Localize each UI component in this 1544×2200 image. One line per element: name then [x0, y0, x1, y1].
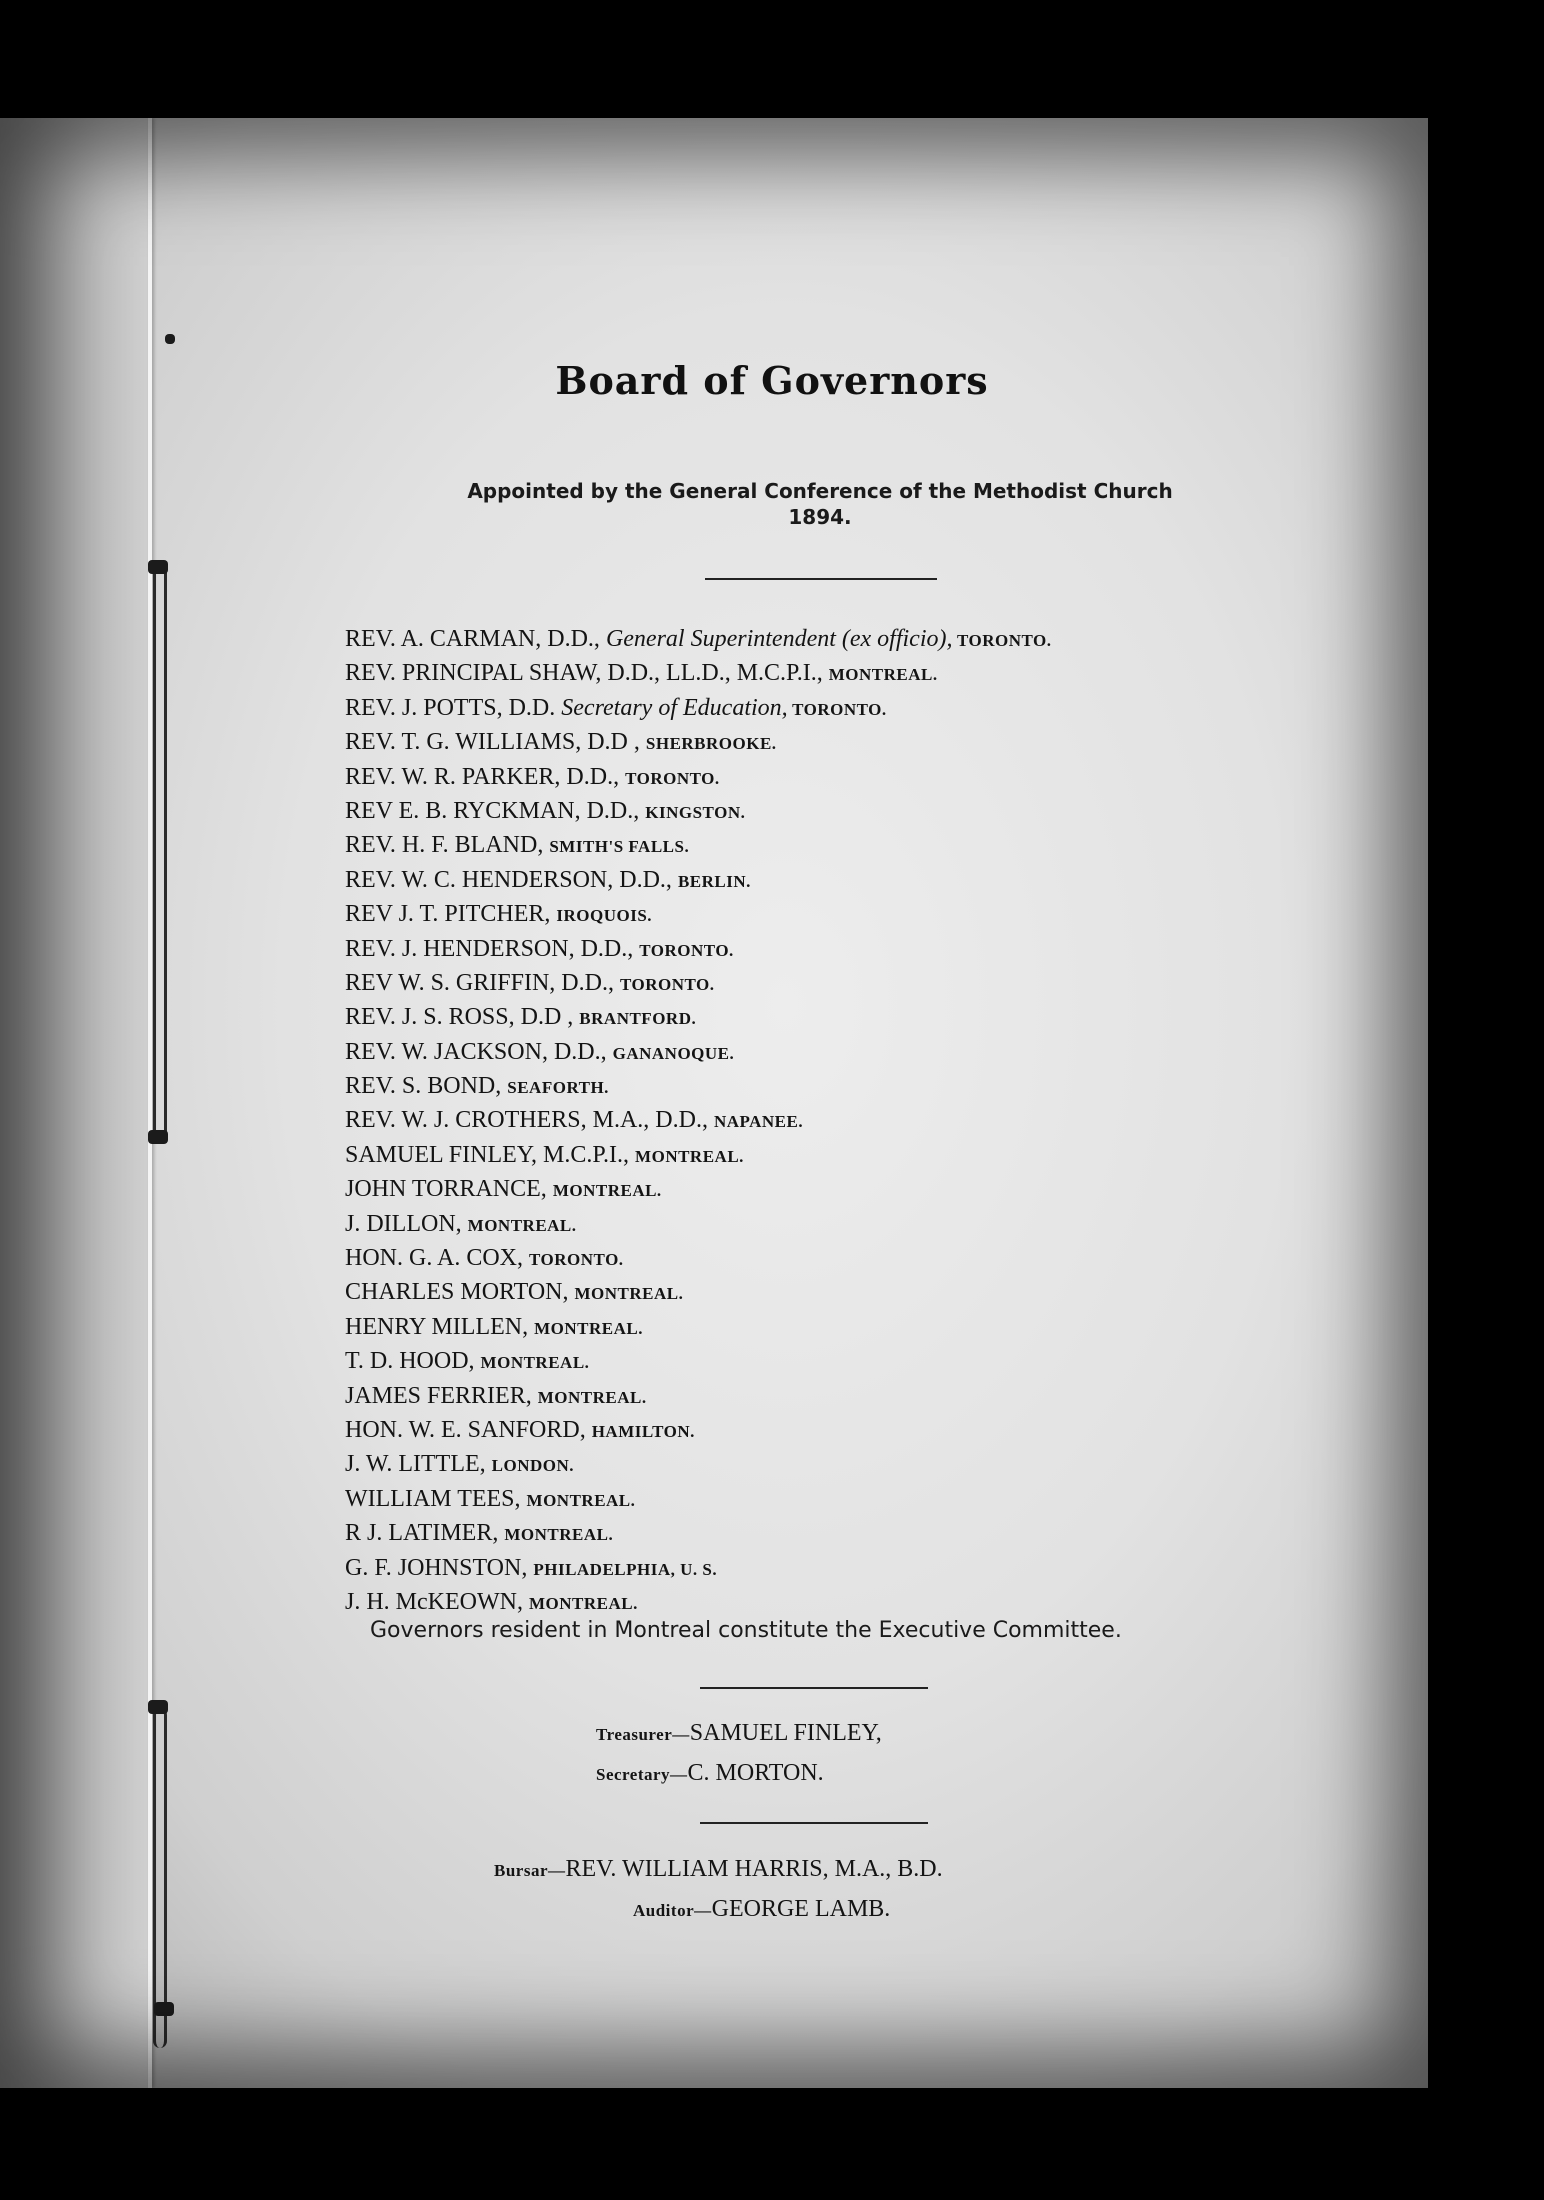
governor-place: MONTREAL. [828, 665, 938, 685]
governor-place: MONTREAL. [480, 1353, 590, 1373]
governor-place: HAMILTON. [591, 1421, 695, 1441]
treasurer-name: SAMUEL FINLEY, [689, 1720, 882, 1746]
governor-place: MONTREAL. [574, 1284, 684, 1304]
governor-place: TORONTO. [625, 768, 720, 788]
governor-entry [345, 622, 1051, 656]
governor-place: PHILADELPHIA, U. S. [533, 1559, 718, 1579]
governor-name: SAMUEL FINLEY, M.C.P.I., [345, 1141, 636, 1168]
governor-name: WILLIAM TEES, [345, 1485, 527, 1512]
stitch-knot [154, 2002, 174, 2016]
auditor-name: GEORGE LAMB. [711, 1896, 891, 1922]
auditor-role: Auditor— [633, 1901, 712, 1920]
governor-place: NAPANEE. [713, 1112, 804, 1132]
governor-entry [345, 1103, 1051, 1137]
governor-name: J. W. LITTLE, [345, 1451, 492, 1478]
governor-place: SHERBROOKE. [645, 734, 777, 754]
governor-entry [345, 1379, 1051, 1413]
governor-entry [345, 794, 1051, 828]
governor-name: G. F. JOHNSTON, [345, 1554, 534, 1581]
governor-name: HENRY MILLEN, [345, 1313, 535, 1340]
governor-name: REV. A. CARMAN, D.D., [345, 626, 606, 652]
binding-stitch-lower [153, 1708, 167, 2048]
governor-name: R J. LATIMER, [345, 1520, 505, 1547]
bursar-role: Bursar— [494, 1861, 566, 1880]
governor-entry [345, 1000, 1051, 1034]
secretary-name: C. MORTON. [687, 1760, 824, 1786]
governor-name: REV. J. S. ROSS, D.D , [345, 1004, 580, 1031]
governor-place: IROQUOIS. [556, 906, 653, 926]
governor-place: MONTREAL. [552, 1181, 662, 1201]
governor-entry [345, 1413, 1051, 1447]
governor-entry [345, 897, 1051, 931]
governor-place: MONTREAL. [537, 1387, 647, 1407]
governor-name: REV. J. POTTS, D.D. [345, 694, 562, 721]
appointment-line: Appointed by the General Conference of the Methodist Church [467, 479, 1173, 503]
governor-entry [345, 1069, 1051, 1103]
governor-name: REV. W. R. PARKER, D.D., [345, 763, 626, 790]
governor-name: REV. W. JACKSON, D.D., [345, 1038, 613, 1065]
page-fold [148, 118, 152, 2088]
governor-entry [345, 1241, 1051, 1275]
governor-name: REV E. B. RYCKMAN, D.D., [345, 797, 646, 824]
governor-entry [345, 1551, 1051, 1585]
governor-place: TORONTO. [787, 699, 887, 719]
governor-place: GANANOQUE. [612, 1043, 735, 1063]
governor-place: LONDON. [491, 1456, 575, 1476]
governor-name: REV. J. HENDERSON, D.D., [345, 935, 640, 962]
treasurer-role: Treasurer— [596, 1725, 690, 1744]
governor-name: REV. W. J. CROTHERS, M.A., D.D., [345, 1107, 714, 1134]
governor-entry [345, 1275, 1051, 1309]
secretary-role: Secretary— [596, 1765, 688, 1784]
governor-entry [345, 1138, 1051, 1172]
governor-place: SMITH'S FALLS. [549, 837, 690, 857]
governor-name: JAMES FERRIER, [345, 1382, 538, 1409]
governor-entry [345, 1447, 1051, 1481]
governor-place: BERLIN. [677, 871, 751, 891]
governor-place: TORONTO. [619, 974, 715, 994]
governor-place: TORONTO. [639, 940, 734, 960]
divider-rule [700, 1822, 928, 1824]
stitch-knot [148, 1700, 168, 1714]
governor-office: Secretary of Education, [561, 694, 788, 721]
governor-place: TORONTO. [529, 1250, 624, 1270]
governor-name: T. D. HOOD, [345, 1348, 481, 1375]
officers-treasurer-secretary [596, 1714, 882, 1794]
governor-place: SEAFORTH. [507, 1078, 609, 1098]
governor-name: JOHN TORRANCE, [345, 1176, 553, 1203]
governors-list [345, 622, 1051, 1619]
governor-place: MONTREAL. [534, 1318, 643, 1338]
governor-name: REV J. T. PITCHER, [345, 901, 557, 928]
appointment-note [430, 478, 1210, 530]
governor-place: MONTREAL. [526, 1490, 636, 1510]
governor-entry [345, 1482, 1051, 1516]
stitch-knot [148, 560, 168, 574]
governor-entry [345, 1207, 1051, 1241]
governor-name: J. DILLON, [345, 1210, 468, 1237]
appointment-year: 1894. [788, 505, 852, 529]
governor-entry [345, 863, 1051, 897]
governor-place: BRANTFORD. [579, 1009, 697, 1029]
governor-place: MONTREAL. [528, 1593, 638, 1613]
governor-name: HON. W. E. SANFORD, [345, 1416, 592, 1443]
governor-place: MONTREAL. [635, 1146, 744, 1166]
executive-note: Governors resident in Montreal constitute the Executive Committee. [370, 1618, 1122, 1643]
governor-place: MONTREAL. [467, 1215, 577, 1235]
secretary-line [596, 1754, 882, 1794]
bursar-name: REV. WILLIAM HARRIS, M.A., B.D. [565, 1856, 943, 1882]
divider-rule [700, 1687, 928, 1689]
governor-entry [345, 932, 1051, 966]
page-title: Board of Governors [555, 358, 989, 403]
governor-entry [345, 1585, 1051, 1619]
governor-name: REV. T. G. WILLIAMS, D.D , [345, 729, 646, 756]
governor-name: REV. S. BOND, [345, 1073, 508, 1100]
auditor-line [633, 1890, 943, 1930]
governor-name: J. H. McKEOWN, [345, 1588, 529, 1615]
governor-entry [345, 1035, 1051, 1069]
governor-place: TORONTO. [952, 631, 1052, 650]
governor-name: REV. H. F. BLAND, [345, 832, 550, 859]
governor-entry [345, 725, 1051, 759]
governor-name: REV. PRINCIPAL SHAW, D.D., LL.D., M.C.P.I., [345, 660, 829, 687]
stitch-knot [148, 1130, 168, 1144]
binding-margin [0, 118, 150, 2088]
governor-entry [345, 1310, 1051, 1344]
governor-entry [345, 828, 1051, 862]
governor-office: General Superintendent (ex officio), [605, 626, 953, 652]
governor-name: REV. W. C. HENDERSON, D.D., [345, 866, 678, 893]
treasurer-line [596, 1714, 882, 1754]
divider-rule [705, 578, 937, 580]
stitch-knot [165, 334, 175, 344]
governor-name: HON. G. A. COX, [345, 1245, 530, 1272]
governor-entry [345, 1516, 1051, 1550]
governor-name: REV W. S. GRIFFIN, D.D., [345, 969, 620, 996]
governor-entry [345, 760, 1051, 794]
governor-name: CHARLES MORTON, [345, 1279, 575, 1306]
governor-place: MONTREAL. [504, 1525, 614, 1545]
bursar-line [494, 1850, 943, 1890]
governor-place: KINGSTON. [645, 802, 746, 822]
governor-entry [345, 1344, 1051, 1378]
governor-entry [345, 656, 1051, 690]
governor-entry [345, 1172, 1051, 1206]
governor-entry [345, 966, 1051, 1000]
governor-entry [345, 691, 1051, 725]
officers-bursar-auditor [494, 1850, 943, 1930]
binding-stitch-upper [153, 566, 167, 1141]
